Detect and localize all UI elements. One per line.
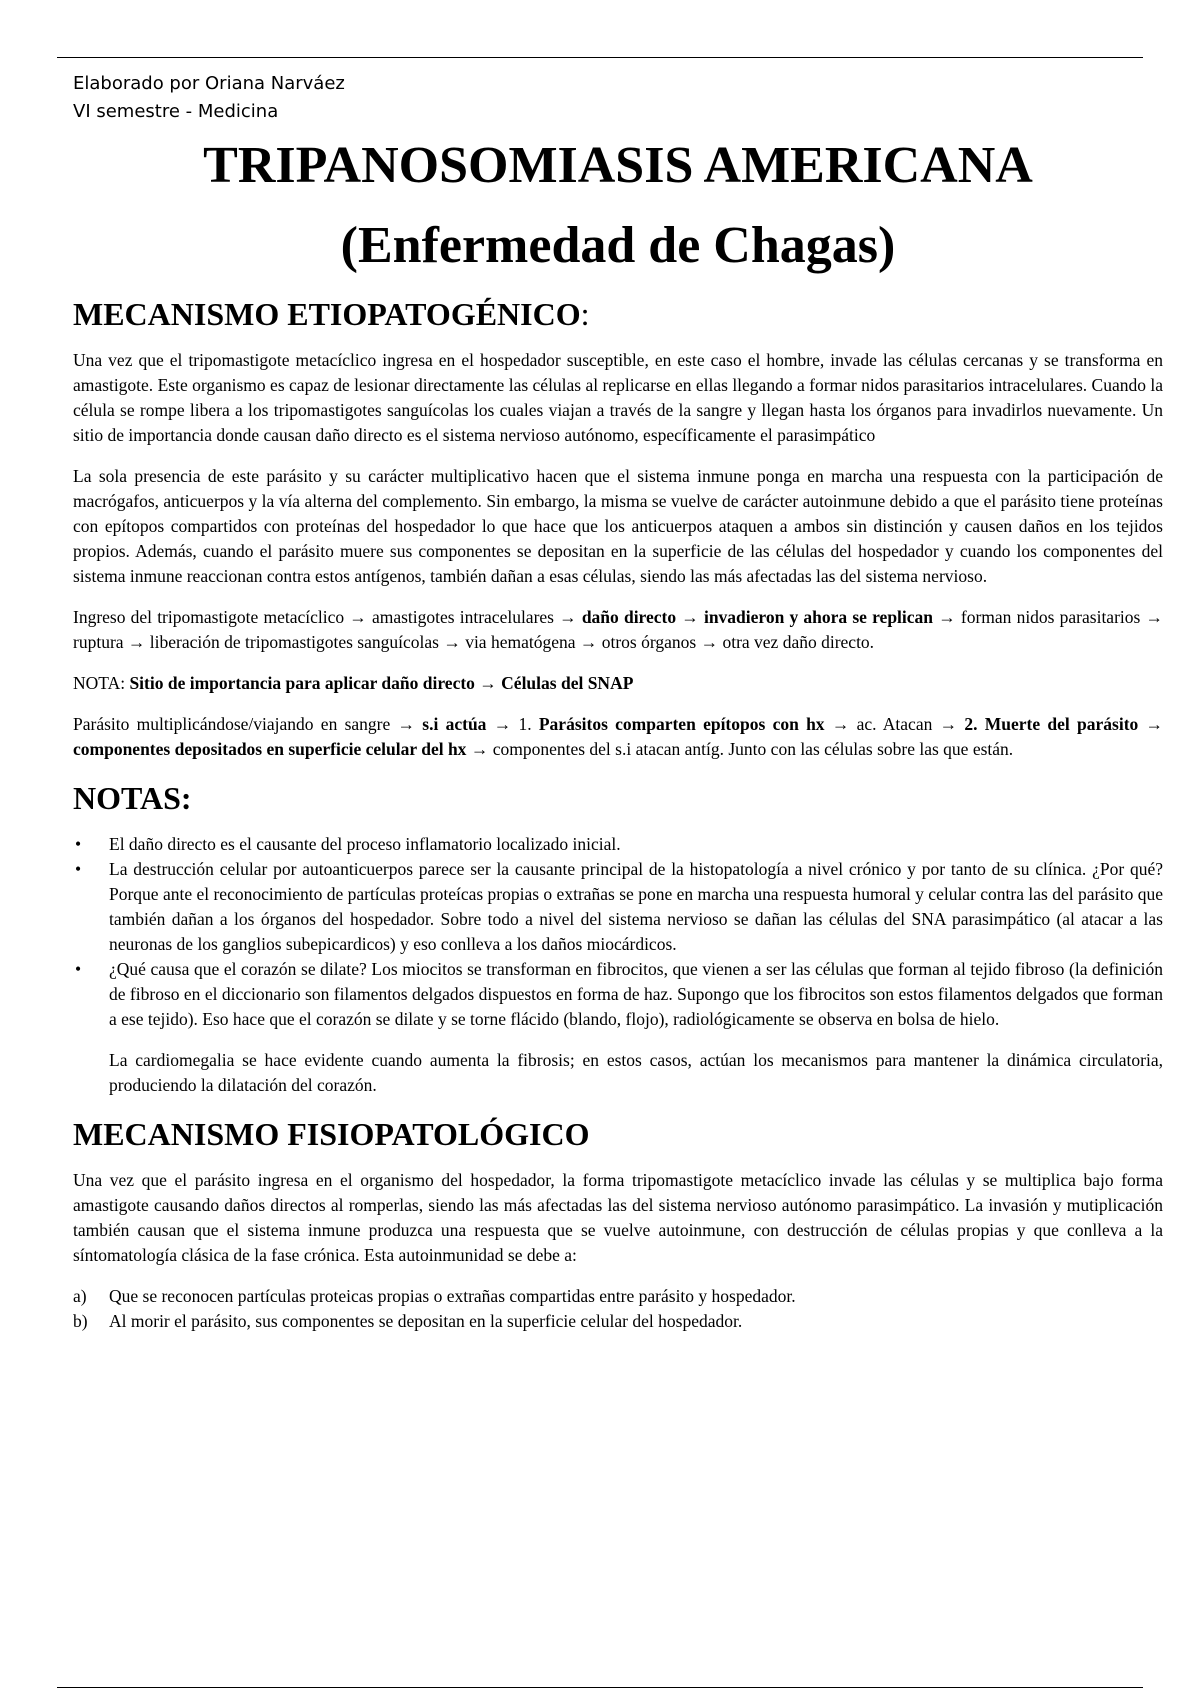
list-item: a) Que se reconocen partículas proteicas propias o extrañas compartidas entre parásito y hospedador. <box>73 1286 796 1306</box>
section-heading-etiopatogenico: MECANISMO ETIOPATOGÉNICO: <box>73 296 590 332</box>
list-item: • La destrucción celular por autoanticuerpos parece ser la causante principal de la histopatología a nivel crónico y por tanto de su clínica. ¿Por qué? Porque ante el reconocimiento de partículas proteícas propias o extrañas se pone en marcha una respuesta humoral y celular contra las del parásito que también dañan a los órganos del hospedador. Sobre todo a nivel del sistema nervioso se dañan las células del SNA parasimpático (al atacar a las neuronas de los ganglios subepicardicos) y eso conlleva a los daños miocárdicos. <box>75 859 1163 954</box>
bullet-icon: • <box>75 959 82 979</box>
document-title: TRIPANOSOMIASIS AMERICANA <box>203 137 1033 194</box>
flow-paragraph: Ingreso del tripomastigote metacíclico → amastigotes intracelulares → daño directo → invadieron y ahora se replican → forman nidos parasitarios → ruptura → liberación de tripomastigotes sanguícolas → via hematógena → otros órganos → otra vez daño directo. <box>73 607 1163 652</box>
paragraph: Una vez que el parásito ingresa en el organismo del hospedador, la forma tripomastigote metacíclico invade las células y se multiplica bajo forma amastigote causando daños directos al romperlas, siendo las más afectadas las del sistema nervioso autónomo parasimpático. La invasión y mutiplicación también causan que el sistema inmune produzca una respuesta que se vuelve autoinmune, con destrucción de células propias y que conlleva a la síntomatología clásica de la fase crónica. Esta autoinmunidad se debe a: <box>73 1170 1163 1265</box>
causes-list <box>73 1284 1163 1334</box>
author-line: Elaborado por Oriana Narváez <box>73 73 345 94</box>
semester-line: VI semestre - Medicina <box>73 101 279 122</box>
bullet-icon: • <box>75 859 82 879</box>
note-paragraph: NOTA: Sitio de importancia para aplicar daño directo → Células del SNAP <box>73 673 634 693</box>
paragraph: La sola presencia de este parásito y su carácter multiplicativo hacen que el sistema inmune ponga en marcha una respuesta con la participación de macrógafos, anticuerpos y la vía alterna del complemento. Sin embargo, la misma se vuelve de carácter autoinmune debido a que el parásito tiene proteínas con epítopos compartidos con proteínas del hospedador lo que hace que los anticuerpos ataquen a ambos sin distinción y causen daños en los tejidos propios. Además, cuando el parásito muere sus componentes se depositan en la superficie de las células del hospedador y cuando los componentes del sistema inmune reaccionan contra estos antígenos, también dañan a esas células, siendo las más afectadas las del sistema nervioso. <box>73 466 1163 586</box>
bottom-rule <box>57 1687 1143 1688</box>
paragraph: Una vez que el tripomastigote metacíclico ingresa en el hospedador susceptible, en este caso el hombre, invade las células cercanas y se transforma en amastigote. Este organismo es capaz de lesionar directamente las células al replicarse en ellas llegando a formar nidos parasitarios intracelulares. Cuando la célula se rompe libera a los tripomastigotes sanguícolas los cuales viajan a través de la sangre y llegan hasta los órganos para invadirlos nuevamente. Un sitio de importancia donde causan daño directo es el sistema nervioso autónomo, específicamente el parasimpático <box>73 350 1163 445</box>
bullet-icon: • <box>75 834 82 854</box>
top-rule <box>57 57 1143 58</box>
document-page <box>73 70 1163 1334</box>
list-item: • ¿Qué causa que el corazón se dilate? Los miocitos se transforman en fibrocitos, que vienen a ser las células que forman al tejido fibroso (la definición de fibroso en el diccionario son filamentos delgados dispuestos en forma de haz. Supongo que los fibrocitos son estos filamentos delgados que forman a ese tejido). Eso hace que el corazón se dilate y se torne flácido (blando, flojo), radiológicamente se observa en bolsa de hielo. <box>75 959 1163 1029</box>
list-item: • El daño directo es el causante del proceso inflamatorio localizado inicial. <box>73 832 1163 857</box>
section-heading-notas: NOTAS: <box>73 780 192 816</box>
list-item: b) Al morir el parásito, sus componentes se depositan en la superficie celular del hospedador. <box>73 1311 743 1331</box>
section-heading-fisiopatologico: MECANISMO FISIOPATOLÓGICO <box>73 1116 590 1152</box>
notes-continuation: La cardiomegalia se hace evidente cuando aumenta la fibrosis; en estos casos, actúan los mecanismos para mantener la dinámica circulatoria, produciendo la dilatación del corazón. <box>109 1050 1163 1095</box>
flow-paragraph-2: Parásito multiplicándose/viajando en sangre → s.i actúa → 1. Parásitos comparten epítopos con hx → ac. Atacan → 2. Muerte del parásito → componentes depositados en superficie celular del hx → componentes del s.i atacan antíg. Junto con las células sobre las que están. <box>73 714 1164 759</box>
document-subtitle: (Enfermedad de Chagas) <box>340 217 896 274</box>
notes-list <box>73 832 1163 1032</box>
